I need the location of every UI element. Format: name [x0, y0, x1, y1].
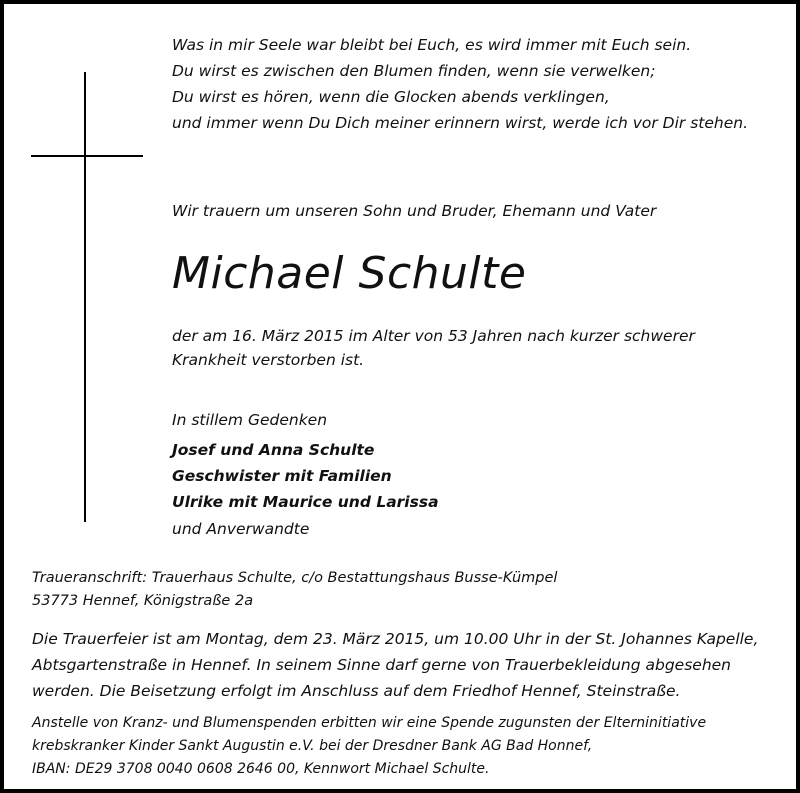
funeral-service-line: Abtsgartenstraße in Hennef. In seinem Sinne darf gerne von Trauerbekleidung abgesehen [32, 656, 732, 674]
mourning-address-line: Traueranschrift: Trauerhaus Schulte, c/o Bestattungshaus Busse-Kümpel [32, 570, 558, 586]
donation-line: krebskranker Kinder Sankt Augustin e.V. bei der Dresdner Bank AG Bad Honnef, [32, 738, 593, 754]
death-notice-line: Krankheit verstorben ist. [172, 351, 365, 369]
mourner-name: Ulrike mit Maurice und Larissa [172, 493, 439, 511]
intro-text: Wir trauern um unseren Sohn und Bruder, Ehemann und Vater [172, 202, 657, 220]
mourning-address-line: 53773 Hennef, Königstraße 2a [32, 593, 254, 609]
relatives-text: und Anverwandte [172, 520, 310, 538]
memory-heading: In stillem Gedenken [172, 411, 328, 429]
deceased-name: Michael Schulte [172, 248, 527, 299]
funeral-service-line: Die Trauerfeier ist am Montag, dem 23. März 2015, um 10.00 Uhr in der St. Johannes Kapelle, [32, 630, 759, 648]
donation-line: Anstelle von Kranz- und Blumenspenden erbitten wir eine Spende zugunsten der Elterninitiative [32, 715, 707, 731]
funeral-service-line: werden. Die Beisetzung erfolgt im Anschluss auf dem Friedhof Hennef, Steinstraße. [32, 682, 681, 700]
cross-icon [84, 72, 86, 522]
cross-icon-bar [31, 155, 143, 157]
poem-line: Du wirst es hören, wenn die Glocken abends verklingen, [172, 88, 610, 106]
death-notice-line: der am 16. März 2015 im Alter von 53 Jahren nach kurzer schwerer [172, 327, 695, 345]
poem-line: und immer wenn Du Dich meiner erinnern wirst, werde ich vor Dir stehen. [172, 114, 748, 132]
donation-line: IBAN: DE29 3708 0040 0608 2646 00, Kennwort Michael Schulte. [32, 761, 490, 777]
mourner-name: Geschwister mit Familien [172, 467, 392, 485]
poem-line: Was in mir Seele war bleibt bei Euch, es wird immer mit Euch sein. [172, 36, 692, 54]
mourner-name: Josef und Anna Schulte [172, 441, 375, 459]
poem-line: Du wirst es zwischen den Blumen finden, wenn sie verwelken; [172, 62, 656, 80]
